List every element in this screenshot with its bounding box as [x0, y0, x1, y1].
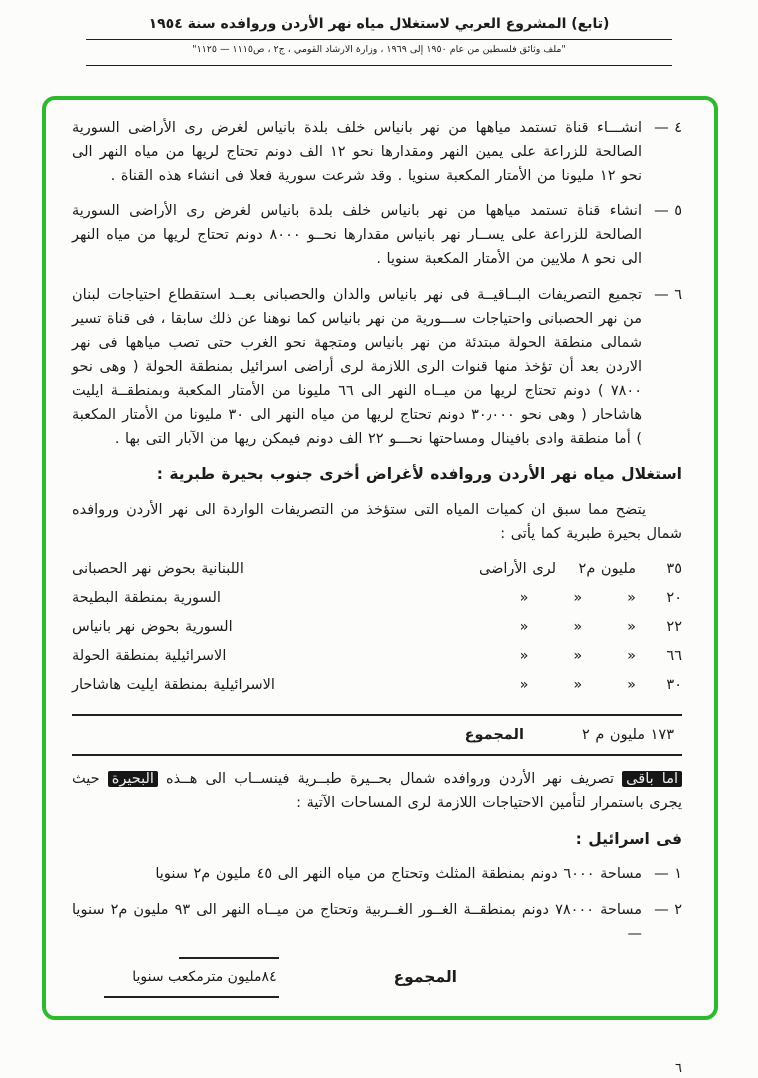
area-cell: السورية بحوض نهر بانياس: [72, 619, 233, 636]
sum-value-block: [104, 957, 279, 998]
area-cell: الاسرائيلية بمنطقة الحولة: [72, 648, 227, 665]
area-cell: اللبنانية بحوض نهر الحصبانى: [72, 561, 244, 578]
grand-total-row: [72, 957, 682, 998]
item-text: مساحة ٧٨٠٠٠ دونم بمنطقــة الغــور الغــربية وتحتاج من ميــاه النهر الى ٩٣ مليون م٢ سنويا —: [72, 901, 642, 942]
total-row: [72, 716, 682, 754]
total-label: المجموع: [464, 726, 524, 743]
closing-paragraph: [72, 767, 682, 815]
paragraph-item: [72, 116, 682, 188]
list-item: [72, 862, 682, 886]
item-text: مساحة ٦٠٠٠ دونم بمنطقة المثلث وتحتاج من مياه النهر الى ٤٥ مليون م٢ سنويا: [155, 866, 642, 883]
units-cell: « « «: [519, 590, 636, 607]
total-rule-bottom: [72, 754, 682, 756]
sum-value: ٨٤مليون مترمكعب سنويا: [132, 968, 277, 985]
page-header: [0, 0, 758, 66]
closing-text: حيث يجرى باستمرار لتأمين الاحتياجات اللازمة لرى المساحات الآتية :: [72, 771, 682, 812]
amount-cell: ٦٦: [666, 648, 682, 665]
units-cell: « « «: [519, 619, 636, 636]
paragraph-item: [72, 283, 682, 451]
smudge-text: البحيرة: [108, 771, 158, 787]
sum-label: المجموع: [393, 968, 457, 987]
header-citation: "ملف وثائق فلسطين من عام ١٩٥٠ إلى ١٩٦٩ ، وزارة الارشاد القومي ، ج٢ ، ص١١١٥ — ١١٢٥": [192, 44, 566, 55]
item-number: ٢ —: [654, 901, 682, 918]
table-row: [72, 644, 682, 668]
paragraph-number: ٦ —: [654, 286, 682, 303]
header-title: (تابع) المشروع العربي لاستغلال مياه نهر الأردن وروافده سنة ١٩٥٤: [148, 16, 610, 32]
paragraph-number: ٤ —: [654, 120, 682, 136]
paragraph-text: انشـــاء قناة تستمد مياهها من نهر بانياس خلف بلدة بانياس لغرض رى الأراضى السورية الصالحة للزراعة على يمين النهر ومقدارها نحو ١٢ الف دونم تحتاج لريها من مياه النهر الى نحو ١٢ مليونا من الأمتار المكعبة سنويا . وقد شرعت سورية فعلا فى انشاء هذه القناة .: [72, 120, 642, 184]
page-number: ٦: [675, 1061, 682, 1076]
intro-paragraph: يتضح مما سبق ان كميات المياه التى ستؤخذ من التصريفات الواردة الى نهر الأردن وروافده شمال بحيرة طبرية كما يأتى :: [72, 501, 682, 542]
header-rule-bottom: [86, 65, 672, 66]
paragraph-number: ٥ —: [654, 203, 682, 220]
item-number: ١ —: [654, 866, 682, 883]
list-item: [72, 898, 682, 946]
section-heading-israel: فى اسرائيل :: [575, 829, 682, 848]
amount-cell: ٣٥: [666, 561, 682, 578]
paragraph-text: انشاء قناة تستمد مياهها من نهر بانياس خلف بلدة بانياس لغرض رى الأراضى السورية الصالحة للزراعة على يســار نهر بانياس مقدارها نحــو ٨٠٠٠ دونم تحتاج لريها من مياه النهر الى نحو ٨ ملايين من الأمتار المكعبة سنويا .: [72, 203, 643, 268]
table-row: [72, 673, 682, 697]
table-row: [72, 557, 682, 581]
document-frame: [42, 96, 718, 1020]
table-row: [72, 586, 682, 610]
table-row: [72, 615, 682, 639]
table-total-block: [72, 714, 682, 756]
units-cell: « « «: [519, 677, 636, 694]
paragraph-text: تجميع التصريفات البــاقيــة فى نهر بانياس والدان والحصبانى بعــد استقطاع احتياجات لبنان من نهر الحصبانى واحتياجات ســـورية من نهر بانياس كما نوهنا عن ذلك سابقا ، فى قناة تسير شمالى منطقة الحولة مبتدئة من نهر بانياس ومتجهة نحو الغرب حتى تصب مياهها فى نهر الاردن بعد أن تؤخذ منها قنوات الرى اللازمة لرى أراضى اسرائيل بمنطقة الحولة ( وهى نحو ٧٨٠٠ ) دونم تحتاج لريها من ميــاه النهر الى ٦٦ مليونا من الأمتار المكعبة وبمنطقــة ايليت هاشاحار ( وهى نحو ٣٠٫٠٠٠ دونم تحتاج لريها من مياه النهر الى ٣٠ مليونا من الأمتار المكعبة ) أما منطقة وادى بافينال ومساحتها نحـــو ٢٢ الف دونم فيمكن ريها من الآبار التى بها .: [72, 286, 642, 447]
amount-cell: ٣٠: [666, 677, 682, 694]
paragraph-item: [72, 199, 682, 271]
total-amount: ١٧٣ مليون م ٢: [581, 726, 674, 743]
smudge-text: اما باقى: [622, 771, 682, 787]
amount-cell: ٢٠: [666, 590, 682, 607]
water-quantities-table: [72, 557, 682, 702]
closing-text: تصريف نهر الأردن وروافده شمال بحــيرة طبــرية فينســاب الى هــذه: [166, 771, 615, 788]
sum-underline: [104, 996, 279, 998]
area-cell: الاسرائيلية بمنطقة ايليت هاشاحار: [72, 677, 275, 694]
units-cell: مليون م٢ لرى الأراضى: [478, 561, 636, 578]
section-heading-south: استغلال مياه نهر الأردن وروافده لأغراض أخرى جنوب بحيرة طبرية :: [156, 465, 682, 484]
units-cell: « « «: [519, 648, 636, 665]
area-cell: السورية بمنطقة البطيحة: [72, 590, 221, 607]
amount-cell: ٢٢: [666, 619, 682, 636]
